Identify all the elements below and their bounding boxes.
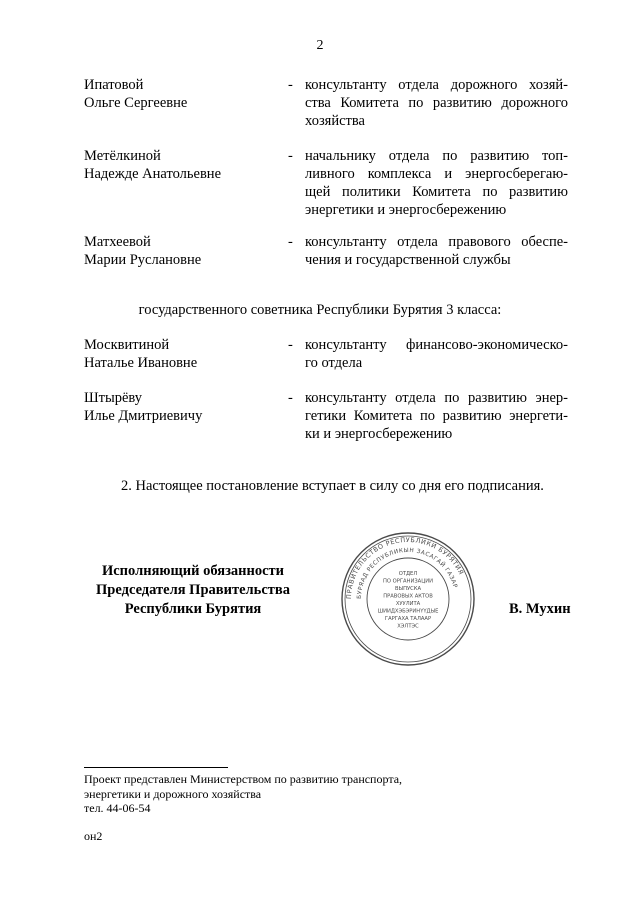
position-line: ки и энергосбережению [305, 426, 453, 442]
appointee-name [84, 336, 274, 372]
position-line: го отдела [305, 355, 363, 371]
signatory-title-line: Исполняющий обязанности [101, 563, 285, 579]
surname: Метёлкиной [84, 148, 161, 164]
seal-outer-ring-text: ПРАВИТЕЛЬСТВО РЕСПУБЛИКИ БУРЯТИЯ [344, 535, 466, 600]
appointee-position [305, 336, 568, 372]
section-heading: государственного советника Республики Бурятия 3 класса: [138, 302, 502, 318]
position-line: консультанту отдела по развитию энер- [305, 390, 568, 406]
given-names: Илье Дмитриевичу [84, 408, 203, 424]
footnote-line: энергетики и дорожного хозяйства [84, 786, 262, 801]
dash: - [288, 77, 293, 93]
page-number: 2 [316, 38, 324, 53]
given-names: Наталье Ивановне [84, 355, 198, 371]
position-line: энергетики и энергосбережению [305, 202, 507, 218]
clause-effective-date: 2. Настоящее постановление вступает в силу со дня его подписания. [121, 478, 544, 494]
given-names: Марии Руслановне [84, 252, 202, 268]
given-names: Ольге Сергеевне [84, 95, 188, 111]
footnote-divider [84, 767, 228, 768]
seal-center-line: ВЫПУСКА [394, 586, 422, 592]
seal-center-line: ХЭЛТЭС [397, 623, 419, 630]
appointee-position [305, 389, 568, 443]
surname: Москвитиной [84, 337, 170, 353]
surname: Матхеевой [84, 234, 151, 250]
surname: Штырёву [84, 390, 142, 406]
position-line: консультанту отдела правового обеспе- [305, 234, 568, 250]
footnote [84, 772, 402, 816]
dash: - [288, 337, 293, 353]
document-code: он2 [84, 829, 103, 843]
appointee-name [84, 147, 274, 183]
signatory-title [84, 562, 302, 619]
seal-center-line: ПО ОРГАНИЗАЦИИ [382, 578, 434, 585]
position-line: ливного комплекса и энергосберегаю- [305, 166, 568, 182]
seal-inner-ring-text: БУРЯАД РЕСПУБЛИКЫН ЗАСАГАЙ ГАЗАР [356, 547, 458, 600]
footnote-line: тел. 44-06-54 [84, 801, 151, 815]
seal-center-line: ПРАВОВЫХ АКТОВ [383, 593, 433, 600]
appointee-position [305, 233, 568, 269]
position-line: консультанту финансово-экономическо- [305, 337, 568, 353]
appointee-position [305, 147, 568, 219]
surname: Ипатовой [84, 77, 144, 93]
seal-center-line: ХУУЛИТА [395, 601, 421, 607]
appointee-name [84, 76, 274, 112]
appointee-position [305, 76, 568, 130]
position-line: щей политики Комитета по развитию [305, 184, 568, 200]
official-seal [340, 531, 476, 667]
position-line: начальнику отдела по развитию топ- [305, 148, 568, 164]
position-line: чения и государственной службы [305, 252, 511, 268]
dash: - [288, 390, 293, 406]
seal-center-line: ОТДЕЛ [398, 571, 418, 577]
signatory-title-line: Республики Бурятия [124, 601, 262, 617]
appointee-name [84, 233, 274, 269]
signatory-title-line: Председателя Правительства [96, 582, 290, 598]
footnote-line: Проект представлен Министерством по развитию транспорта, [84, 772, 403, 786]
seal-center-line: ГАРГАХА ТАЛААР [384, 616, 432, 622]
given-names: Надежде Анатольевне [84, 166, 221, 182]
position-line: хозяйства [305, 113, 365, 129]
seal-center-line: ШИИДХЭБЭРИНҮҮДЫЕ [377, 608, 439, 615]
signatory-name: В. Мухин [509, 601, 571, 617]
dash: - [288, 148, 293, 164]
position-line: ства Комитета по развитию дорожного [305, 95, 568, 111]
position-line: гетики Комитета по развитию энергети- [305, 408, 568, 424]
appointee-name [84, 389, 274, 425]
position-line: консультанту отдела дорожного хозяй- [305, 77, 568, 93]
dash: - [288, 234, 293, 250]
